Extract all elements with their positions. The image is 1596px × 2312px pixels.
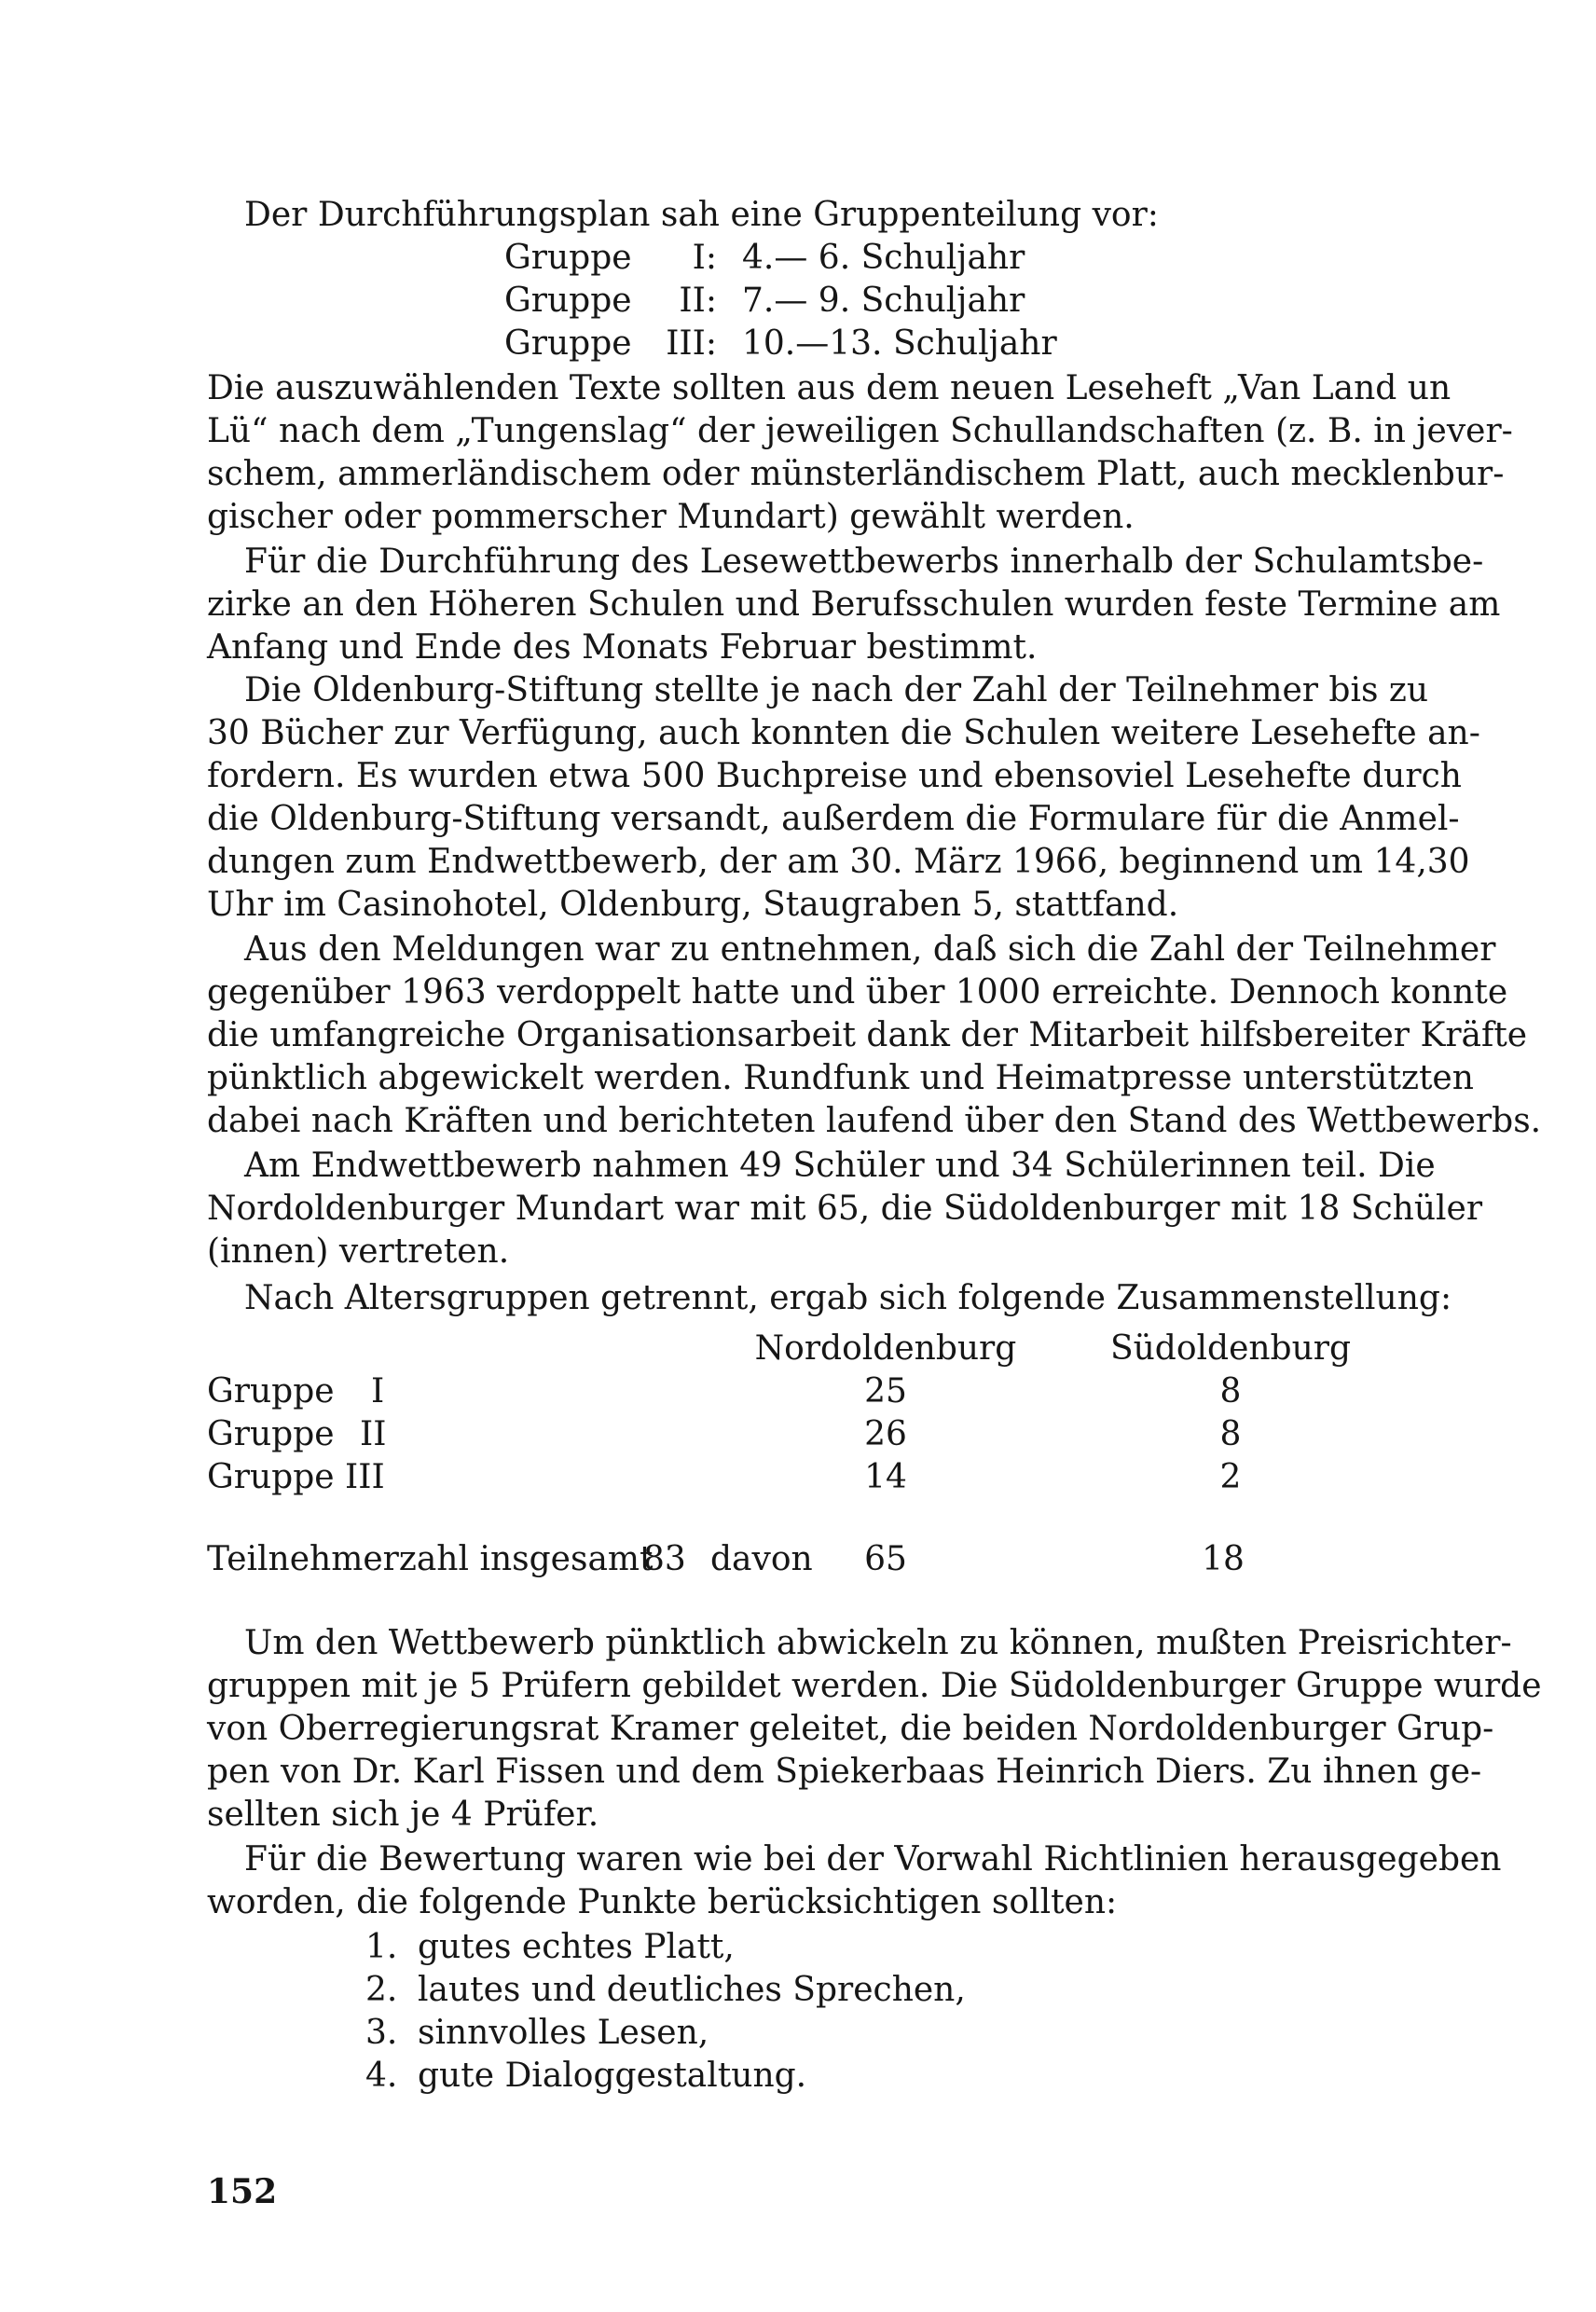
plan-group-label: Gruppe — [504, 239, 632, 277]
criteria-item-2 — [365, 1969, 966, 2012]
table-header-nord: Nordoldenburg — [754, 1329, 1017, 1368]
para2-line-2: zirke an den Höheren Schulen und Berufsschulen wurden feste Termine am — [207, 585, 1501, 624]
para3-line-4: die Oldenburg-Stiftung versandt, außerdem die Formulare für die Anmel- — [207, 800, 1460, 838]
criteria-number: 3. — [365, 2014, 398, 2052]
table-total-davon: davon — [710, 1540, 813, 1578]
criteria-text: lautes und deutliches Sprechen, — [418, 1971, 966, 2009]
plan-roman: III: — [666, 324, 717, 363]
table-row-2-nord: 26 — [864, 1415, 907, 1453]
plan-group-label: Gruppe — [504, 282, 632, 320]
plan-line-1 — [504, 237, 1025, 280]
plan-line-3 — [504, 323, 1057, 365]
table-row-2-sued: 8 — [1219, 1415, 1242, 1453]
criteria-number: 1. — [365, 1928, 398, 1966]
para7-line-2: gruppen mit je 5 Prüfern gebildet werden. Die Südoldenburger Gruppe wurde — [207, 1667, 1542, 1705]
table-row-2-label: Gruppe — [207, 1415, 335, 1453]
para7-line-3: von Oberregierungsrat Kramer geleitet, die beiden Nordoldenburger Grup- — [207, 1710, 1494, 1748]
para1-line-2: Lü“ nach dem „Tungenslag“ der jeweiligen Schullandschaften (z. B. in jever- — [207, 412, 1513, 450]
table-total-sued: 18 — [1202, 1540, 1245, 1578]
para1-line-3: schem, ammerländischem oder münsterländischem Platt, auch mecklenbur- — [207, 455, 1505, 493]
para7-line-4: pen von Dr. Karl Fissen und dem Spiekerbaas Heinrich Diers. Zu ihnen ge- — [207, 1753, 1482, 1791]
plan-group-label: Gruppe — [504, 324, 632, 363]
plan-range: 10.—13. Schuljahr — [742, 324, 1057, 363]
para1-line-4: gischer oder pommerscher Mundart) gewählt werden. — [207, 498, 1135, 536]
para4-line-5: dabei nach Kräften und berichteten laufend über den Stand des Wettbewerbs. — [207, 1102, 1542, 1140]
para3-line-5: dungen zum Endwettbewerb, der am 30. März 1966, beginnend um 14,30 — [207, 843, 1470, 881]
table-total-count: 83 — [643, 1540, 686, 1578]
table-row-3-roman: III — [345, 1458, 385, 1496]
para5-line-2: Nordoldenburger Mundart war mit 65, die Südoldenburger mit 18 Schüler — [207, 1190, 1483, 1228]
table-row-1-nord: 25 — [864, 1372, 907, 1411]
para7-line-5: sellten sich je 4 Prüfer. — [207, 1796, 599, 1834]
criteria-text: sinnvolles Lesen, — [418, 2014, 709, 2052]
table-row-1-sued: 8 — [1219, 1372, 1242, 1411]
criteria-text: gutes echtes Platt, — [418, 1928, 735, 1966]
intro-line: Der Durchführungsplan sah eine Gruppenteilung vor: — [244, 196, 1159, 234]
para6-line: Nach Altersgruppen getrennt, ergab sich folgende Zusammenstellung: — [244, 1279, 1452, 1317]
criteria-number: 2. — [365, 1971, 398, 2009]
para7-line-1: Um den Wettbewerb pünktlich abwickeln zu können, mußten Preisrichter- — [244, 1624, 1512, 1662]
table-row-3-label: Gruppe — [207, 1458, 335, 1496]
table-header-sued: Südoldenburg — [1109, 1329, 1352, 1368]
para4-line-4: pünktlich abgewickelt werden. Rundfunk und Heimatpresse unterstützten — [207, 1059, 1474, 1097]
table-row-3-sued: 2 — [1219, 1458, 1242, 1496]
para3-line-6: Uhr im Casinohotel, Oldenburg, Staugraben 5, stattfand. — [207, 886, 1179, 924]
para4-line-1: Aus den Meldungen war zu entnehmen, daß sich die Zahl der Teilnehmer — [244, 930, 1496, 969]
criteria-item-1 — [365, 1926, 735, 1969]
table-total-label: Teilnehmerzahl insgesamt — [207, 1540, 654, 1578]
plan-range: 7.— 9. Schuljahr — [742, 282, 1025, 320]
page-number: 152 — [207, 2172, 278, 2211]
plan-range: 4.— 6. Schuljahr — [742, 239, 1025, 277]
para5-line-3: (innen) vertreten. — [207, 1232, 510, 1271]
table-row-1-roman: I — [371, 1372, 385, 1411]
para3-line-2: 30 Bücher zur Verfügung, auch konnten die Schulen weitere Lesehefte an- — [207, 714, 1480, 752]
para8-line-2: worden, die folgende Punkte berücksichtigen sollten: — [207, 1883, 1118, 1921]
para3-line-1: Die Oldenburg-Stiftung stellte je nach der Zahl der Teilnehmer bis zu — [244, 671, 1429, 709]
para1-line-1: Die auszuwählenden Texte sollten aus dem neuen Leseheft „Van Land un — [207, 369, 1452, 407]
para4-line-3: die umfangreiche Organisationsarbeit dank der Mitarbeit hilfsbereiter Kräfte — [207, 1016, 1528, 1054]
criteria-number: 4. — [365, 2057, 398, 2095]
table-row-3-nord: 14 — [864, 1458, 907, 1496]
para3-line-3: fordern. Es wurden etwa 500 Buchpreise und ebensoviel Lesehefte durch — [207, 757, 1462, 795]
plan-roman: I: — [692, 239, 717, 277]
table-row-1-label: Gruppe — [207, 1372, 335, 1411]
table-row-2-roman: II — [360, 1415, 387, 1453]
criteria-text: gute Dialoggestaltung. — [418, 2057, 807, 2095]
criteria-item-4 — [365, 2055, 807, 2098]
plan-line-2 — [504, 280, 1025, 323]
para2-line-3: Anfang und Ende des Monats Februar bestimmt. — [207, 628, 1038, 667]
criteria-item-3 — [365, 2012, 709, 2055]
para2-line-1: Für die Durchführung des Lesewettbewerbs innerhalb der Schulamtsbe- — [244, 543, 1484, 581]
para4-line-2: gegenüber 1963 verdoppelt hatte und über 1000 erreichte. Dennoch konnte — [207, 973, 1508, 1012]
para8-line-1: Für die Bewertung waren wie bei der Vorwahl Richtlinien herausgegeben — [244, 1840, 1502, 1878]
plan-roman: II: — [679, 282, 717, 320]
table-total-nord: 65 — [864, 1540, 907, 1578]
para5-line-1: Am Endwettbewerb nahmen 49 Schüler und 34 Schülerinnen teil. Die — [244, 1147, 1436, 1185]
